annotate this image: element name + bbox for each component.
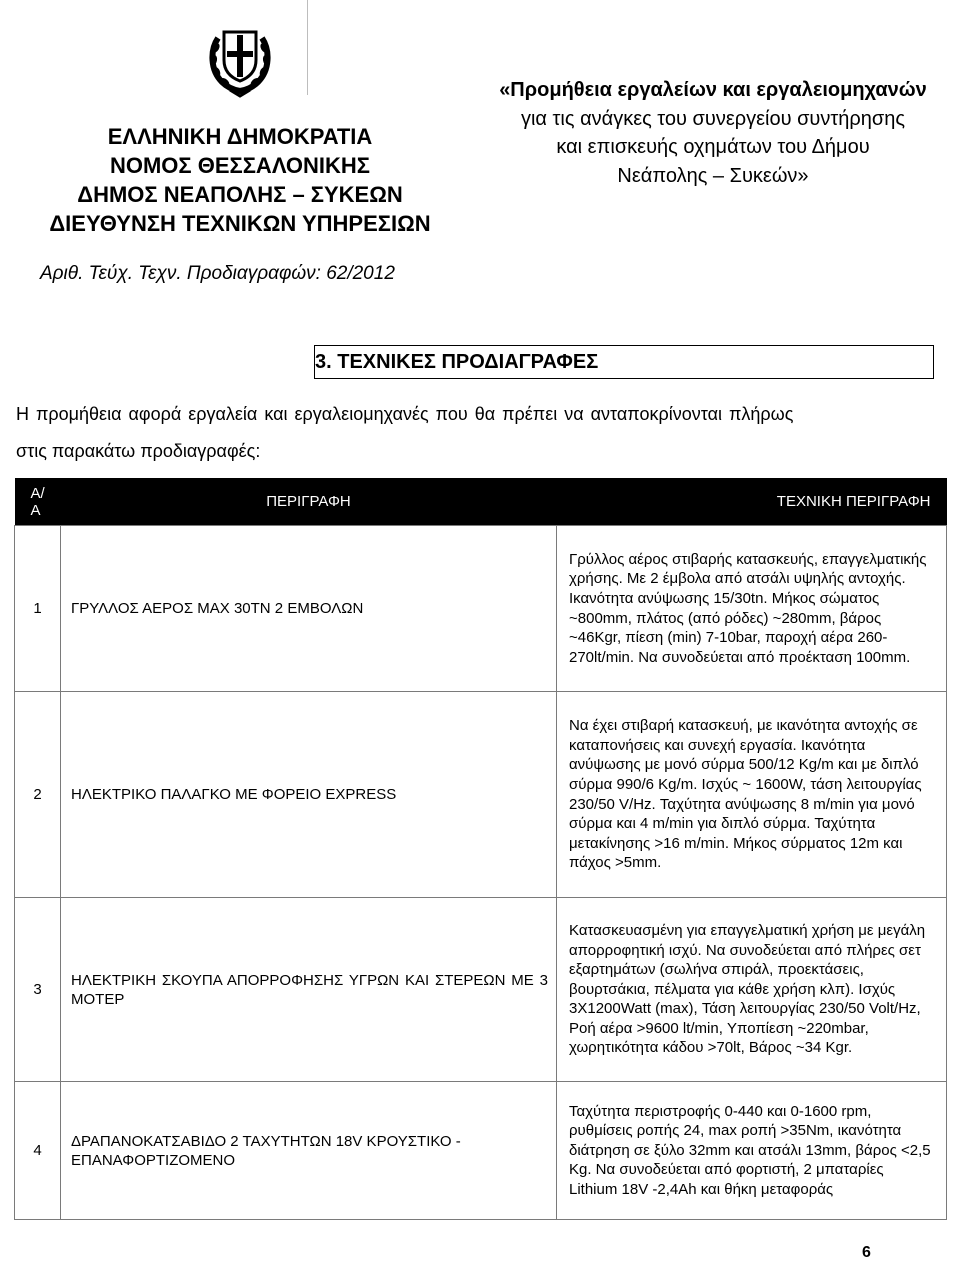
row-index: 2 (15, 692, 61, 898)
column-header-index: Α/Α (15, 478, 61, 526)
page-number: 6 (862, 1244, 871, 1261)
row-description: ΔΡΑΠΑΝΟΚΑΤΣΑΒΙΔΟ 2 ΤΑΧΥΤΗΤΩΝ 18V ΚΡΟΥΣΤΙΚΟ - ΕΠΑΝΑΦΟΡΤΙΖΟΜΕΝΟ (61, 1082, 557, 1220)
intro-line: Η προμήθεια αφορά εργαλεία και εργαλειομηχανές που θα πρέπει να ανταποκρίνονται πλήρως (16, 404, 794, 424)
subject-line: «Προμήθεια εργαλείων και εργαλειομηχανών (499, 79, 927, 101)
subject-line: και επισκευής οχημάτων του Δήμου (556, 136, 870, 158)
table-row (15, 692, 947, 898)
row-description: ΗΛΕΚΤΡΙΚΗ ΣΚΟΥΠΑ ΑΠΟΡΡΟΦΗΣΗΣ ΥΓΡΩΝ ΚΑΙ ΣΤΕΡΕΩΝ ΜΕ 3 ΜΟΤΕΡ (61, 898, 557, 1082)
subject-line: Νεάπολης – Συκεών» (617, 164, 809, 187)
table-row (15, 898, 947, 1082)
issuing-authority (40, 122, 440, 238)
header-divider (307, 0, 308, 95)
row-description: ΓΡΥΛΛΟΣ ΑΕΡΟΣ MAX 30TN 2 ΕΜΒΟΛΩΝ (61, 526, 557, 692)
row-index: 1 (15, 526, 61, 692)
authority-line: ΔΙΕΥΘΥΝΣΗ ΤΕΧΝΙΚΩΝ ΥΠΗΡΕΣΙΩΝ (49, 211, 431, 236)
document-subject (468, 76, 958, 190)
row-technical: Ταχύτητα περιστροφής 0-440 και 0-1600 rpm, ρυθμίσεις ροπής 24, max ροπή >35Nm, ικανότητα διάτρηση σε ξύλο 32mm και ατσάλι 13mm, βάρος <2,5 Kg. Να συνοδεύεται από φορτιστή, 2 μπαταρίες Lithium 18V -2,4Ah και θήκη μεταφοράς (557, 1082, 947, 1220)
column-header-technical: ΤΕΧΝΙΚΗ ΠΕΡΙΓΡΑΦΗ (557, 478, 947, 526)
row-technical: Να έχει στιβαρή κατασκευή, με ικανότητα αντοχής σε καταπονήσεις και συνεχή εργασία. Ικανότητα ανύψωσης με μονό σύρμα 500/12 Kg/m και με διπλό σύρμα 990/6 Kg/m. Ισχύς ~ 1600W, τάση λειτουργίας 230/50 V/Hz. Ταχύτητα ανύψωσης 8 m/min για μονό σύρμα και 4 m/min για διπλό σύρμα. Ταχύτητα μετακίνησης >16 m/min. Μήκος σύρματος 12m και πάχος >5mm. (557, 692, 947, 898)
table-header-row (15, 478, 947, 526)
section-heading-box (314, 345, 934, 379)
section-intro (16, 396, 916, 470)
section-title: 3. ΤΕΧΝΙΚΕΣ ΠΡΟΔΙΑΓΡΑΦΕΣ (315, 351, 599, 373)
greek-emblem-icon (204, 18, 276, 98)
intro-line: στις παρακάτω προδιαγραφές: (16, 441, 261, 461)
authority-line: ΕΛΛΗΝΙΚΗ ΔΗΜΟΚΡΑΤΙΑ (107, 124, 373, 149)
row-description: ΗΛΕΚΤΡΙΚΟ ΠΑΛΑΓΚΟ ΜΕ ΦΟΡΕΙΟ EXPRESS (61, 692, 557, 898)
specifications-table (14, 478, 947, 1220)
row-technical: Γρύλλος αέρος στιβαρής κατασκευής, επαγγελματικής χρήσης. Με 2 έμβολα από ατσάλι υψηλής αντοχής. Ικανότητα ανύψωσης 15/30tn. Μήκος σώματος ~800mm, πλάτος (από ρόδες) ~280mm, βάρος ~46Kgr, πίεση (min) 7-10bar, παροχή αέρα 260-270lt/min. Να συνοδεύεται από προέκταση 100mm. (557, 526, 947, 692)
subject-line: για τις ανάγκες του συνεργείου συντήρησης (520, 107, 906, 130)
spec-number: Αριθ. Τεύχ. Τεχν. Προδιαγραφών: 62/2012 (40, 263, 395, 284)
table-row (15, 526, 947, 692)
table-row (15, 1082, 947, 1220)
authority-line: ΝΟΜΟΣ ΘΕΣΣΑΛΟΝΙΚΗΣ (109, 153, 370, 178)
row-index: 3 (15, 898, 61, 1082)
column-header-description: ΠΕΡΙΓΡΑΦΗ (61, 478, 557, 526)
row-technical: Κατασκευασμένη για επαγγελματική χρήση με μεγάλη απορροφητική ισχύ. Να συνοδεύεται από πλήρες σετ εξαρτημάτων (σωλήνα σπιράλ, προεκτάσεις, βουρτσάκια, πέλματα για κάθε χρήση κλπ). Ισχύς 3Χ1200Watt (max), Τάση λειτουργίας 230/50 Volt/Hz, Ροή αέρα >9600 lt/min, Υποπίεση ~220mbar, χωρητικότητα κάδου >70lt, Βάρος ~34 Kgr. (557, 898, 947, 1082)
authority-line: ΔΗΜΟΣ ΝΕΑΠΟΛΗΣ – ΣΥΚΕΩΝ (77, 182, 403, 207)
row-index: 4 (15, 1082, 61, 1220)
